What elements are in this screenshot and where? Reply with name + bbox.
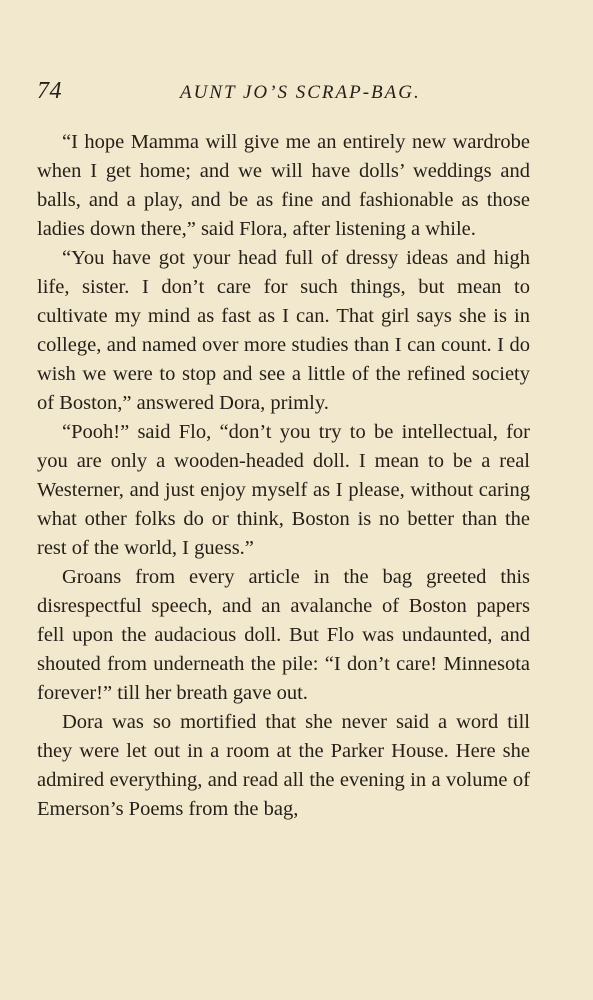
- paragraph: “You have got your head full of dressy ideas and high life, sister. I don’t care for such things, but mean to cultivate my mind as fast as I can. That girl says she is in college, and named over more studies than I can count. I do wish we were to stop and see a little of the refined society of Boston,” answered Dora, primly.: [37, 247, 530, 414]
- paragraph: “I hope Mamma will give me an entirely new wardrobe when I get home; and we will have dolls’ weddings and balls, and a play, and be as fine and fashionable as those ladies down there,” said Flora, after listening a while.: [37, 131, 530, 240]
- paragraph: Groans from every article in the bag greeted this disrespectful speech, and an avalanche of Boston papers fell upon the audacious doll. But Flo was undaunted, and shouted from underneath the pile: “I don’t care! Minnesota forever!” till her breath gave out.: [37, 566, 530, 704]
- body-text: [37, 128, 530, 824]
- running-title: AUNT JO’S SCRAP-BAG.: [180, 82, 421, 103]
- page-header: [37, 76, 530, 108]
- paragraph: “Pooh!” said Flo, “don’t you try to be intellectual, for you are only a wooden-headed doll. I mean to be a real Westerner, and just enjoy myself as I please, without caring what other folks do or think, Boston is no better than the rest of the world, I guess.”: [37, 421, 530, 559]
- paragraph: Dora was so mortified that she never said a word till they were let out in a room at the Parker House. Here she admired everything, and read all the evening in a volume of Emerson’s Poems from the bag,: [37, 711, 530, 820]
- page-number: 74: [37, 78, 62, 104]
